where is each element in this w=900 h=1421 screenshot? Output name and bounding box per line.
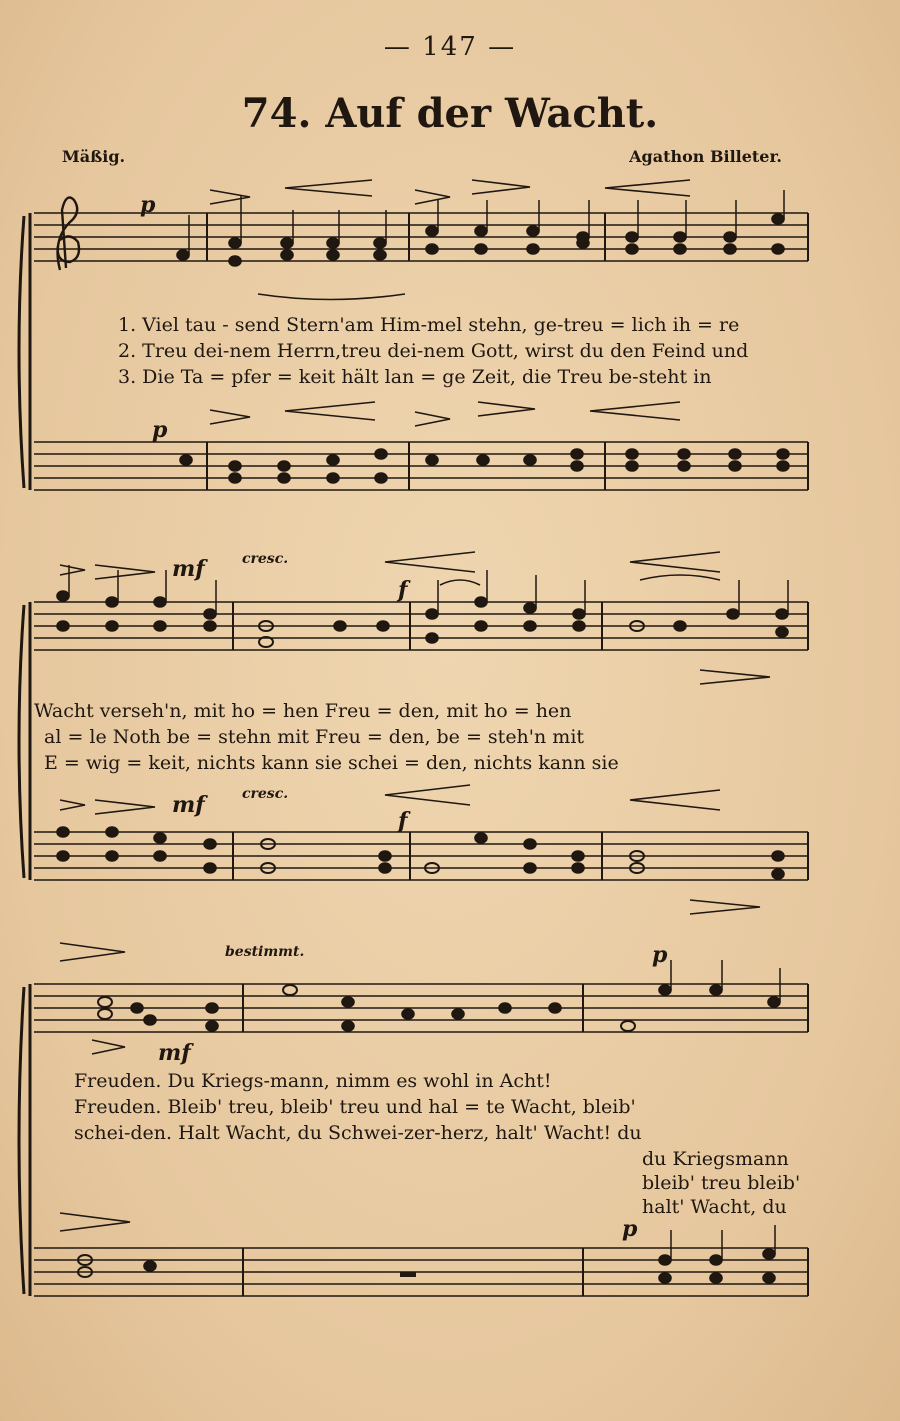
dynamic-p-2: p [152,417,168,443]
staff-treble-1 [34,213,808,261]
lyric-s3-extra3: halt' Wacht, du [642,1196,787,1218]
lyric-s3-verse1: Freuden. Du Kriegs-mann, nimm es wohl in Acht! [74,1070,552,1092]
cresc-1: cresc. [242,551,289,567]
dynamic-p-3: p [652,942,668,968]
dynamic-mf-1: mf [172,556,205,582]
dynamic-p-4: p [622,1216,638,1242]
cresc-2: cresc. [242,786,289,802]
page-number: — 147 — [383,32,517,62]
staff-bass-3 [34,1248,808,1296]
tempo-marking: Mäßig. [62,147,126,166]
lyric-s2-verse2: al = le Noth be = stehn mit Freu = den, be = steh'n mit [44,726,585,748]
staff-treble-2 [34,602,808,650]
dynamic-f-2: f [398,808,408,834]
lyric-s2-verse3: E = wig = keit, nichts kann sie schei = den, nichts kann sie [44,752,619,774]
staff-bass-2 [34,832,808,880]
lyric-s3-verse3: schei-den. Halt Wacht, du Schwei-zer-herz, halt' Wacht! du [74,1122,642,1144]
dynamic-p-1: p [140,192,156,218]
lyric-s3-verse2: Freuden. Bleib' treu, bleib' treu und hal = te Wacht, bleib' [74,1096,636,1118]
lyric-s1-verse2: 2. Treu dei-nem Herrn,treu dei-nem Gott, wirst du den Feind und [118,340,749,362]
lyric-s1-verse1: 1. Viel tau - send Stern'am Him-mel stehn, ge-treu = lich ih = re [118,314,740,336]
lyric-s3-extra1: du Kriegsmann [642,1148,789,1170]
lyric-s2-verse1: Wacht verseh'n, mit ho = hen Freu = den, mit ho = hen [34,700,572,722]
dynamic-f-1: f [398,577,408,603]
bestimmt-marking: bestimmt. [225,944,305,960]
lyric-s1-verse3: 3. Die Ta = pfer = keit hält lan = ge Zeit, die Treu be-steht in [118,366,712,388]
dynamic-mf-2: mf [172,792,205,818]
composer-name: Agathon Billeter. [629,147,782,166]
dynamic-mf-3: mf [158,1040,191,1066]
lyric-s3-extra2: bleib' treu bleib' [642,1172,801,1194]
song-title: 74. Auf der Wacht. [241,90,659,137]
staff-bass-1 [34,442,808,490]
